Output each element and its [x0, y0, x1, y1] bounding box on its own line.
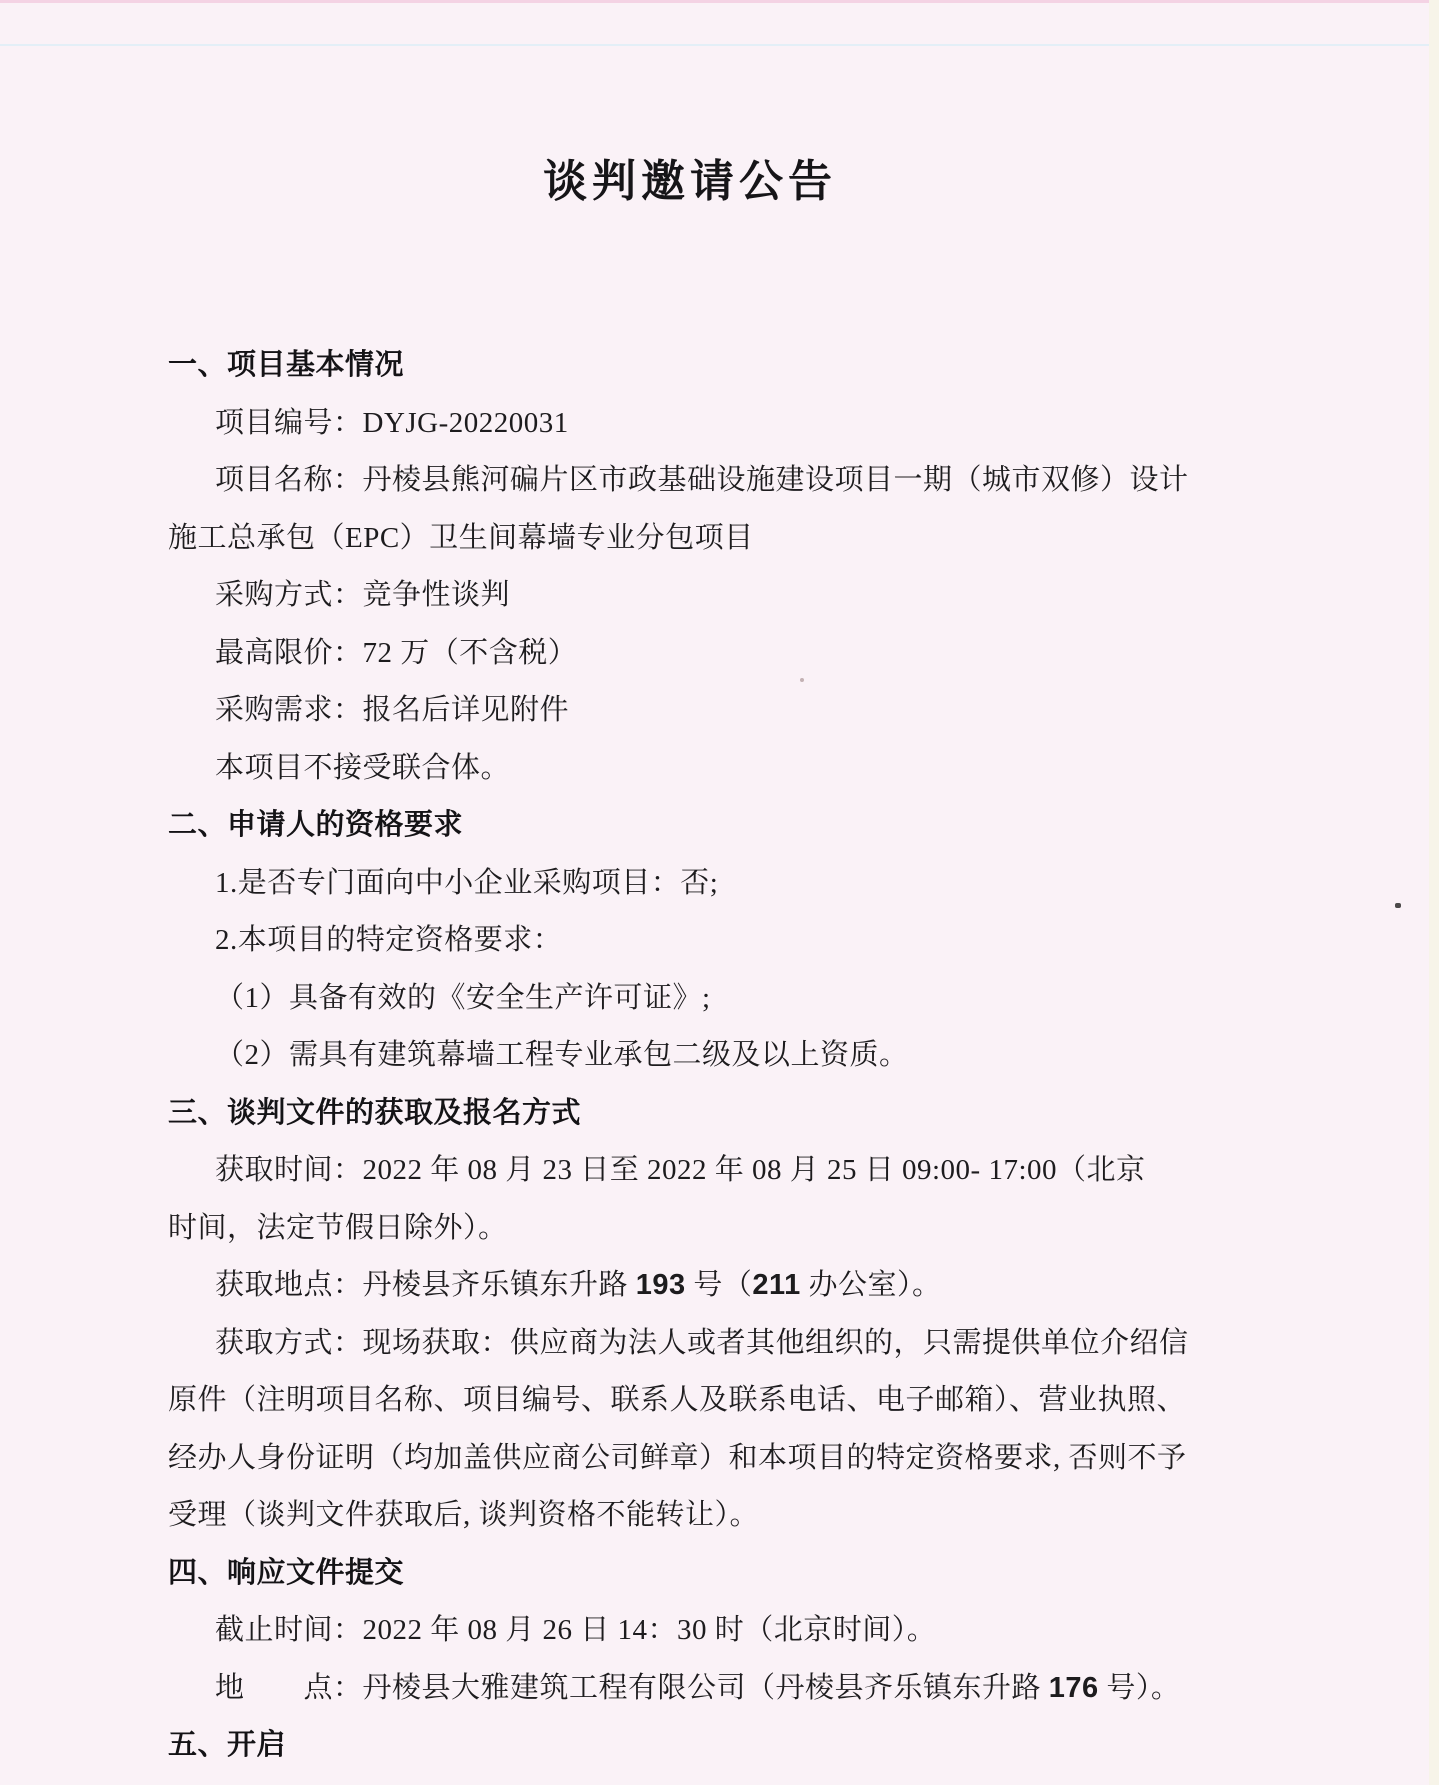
office-number: 211: [752, 1269, 801, 1301]
line-project-name: 项目名称：丹棱县熊河碥片区市政基础设施建设项目一期（城市双修）设计: [215, 464, 1189, 496]
line-acquisition-method-cont-3: 受理（谈判文件获取后, 谈判资格不能转让）。: [168, 1499, 760, 1531]
line-specific-requirements: 2.本项目的特定资格要求：: [215, 924, 563, 956]
line-procurement-method: 采购方式：竞争性谈判: [215, 579, 511, 611]
street-number: 193: [635, 1269, 686, 1301]
section-heading-opening: 五、开启: [168, 1729, 287, 1761]
line-acquisition-time: 获取时间：2022 年 08 月 23 日至 2022 年 08 月 25 日 09:00- 17:00（北京: [215, 1154, 1146, 1186]
text-segment: 地 点：丹棱县大雅建筑工程有限公司（丹棱县齐乐镇东升路: [215, 1671, 1049, 1704]
section-heading-document-acquisition: 三、谈判文件的获取及报名方式: [168, 1096, 582, 1129]
text-segment: 号）。: [1098, 1671, 1181, 1704]
scan-artifact-blue-line: [0, 44, 1439, 46]
street-number: 176: [1048, 1671, 1099, 1704]
line-acquisition-method-cont-1: 原件（注明项目名称、项目编号、联系人及联系电话、电子邮箱）、营业执照、: [168, 1384, 1187, 1416]
line-no-consortium: 本项目不接受联合体。: [215, 751, 511, 784]
line-acquisition-time-cont: 时间，法定节假日除外）。: [168, 1211, 508, 1244]
line-acquisition-method: 获取方式：现场获取：供应商为法人或者其他组织的，只需提供单位介绍信: [215, 1326, 1189, 1359]
section-heading-qualification: 二、申请人的资格要求: [168, 809, 464, 841]
line-acquisition-place: [168, 1257, 1278, 1315]
line-max-price: 最高限价：72 万（不含税）: [215, 636, 578, 669]
text-segment: 办公室）。: [800, 1269, 942, 1301]
line-requirement-2: （2）需具有建筑幕墙工程专业承包二级及以上资质。: [215, 1039, 909, 1071]
line-procurement-demand: 采购需求：报名后详见附件: [215, 694, 570, 726]
line-acquisition-method-cont-2: 经办人身份证明（均加盖供应商公司鲜章）和本项目的特定资格要求, 否则不予: [168, 1441, 1187, 1474]
document-body: [168, 337, 1278, 1775]
section-heading-basic-info: 一、项目基本情况: [168, 349, 405, 381]
document-title: 谈判邀请公告: [543, 157, 837, 206]
line-sme-question: 1.是否专门面向中小企业采购项目：否;: [215, 866, 719, 899]
line-deadline: 截止时间：2022 年 08 月 26 日 14：30 时（北京时间）。: [215, 1614, 937, 1646]
text-segment: 号（: [685, 1269, 753, 1301]
scan-artifact-top-line: [0, 0, 1439, 3]
scan-artifact-dot: [1395, 903, 1401, 908]
line-requirement-1: （1）具备有效的《安全生产许可证》;: [215, 981, 711, 1014]
section-heading-response-submission: 四、响应文件提交: [168, 1556, 405, 1589]
line-project-number: 项目编号：DYJG-20220031: [215, 406, 569, 439]
paper-edge-strip: [1429, 0, 1439, 1785]
line-project-name-cont: 施工总承包（EPC）卫生间幕墙专业分包项目: [168, 521, 754, 554]
text-segment: 获取地点：丹棱县齐乐镇东升路: [215, 1269, 636, 1301]
line-submission-place: [168, 1660, 1278, 1718]
